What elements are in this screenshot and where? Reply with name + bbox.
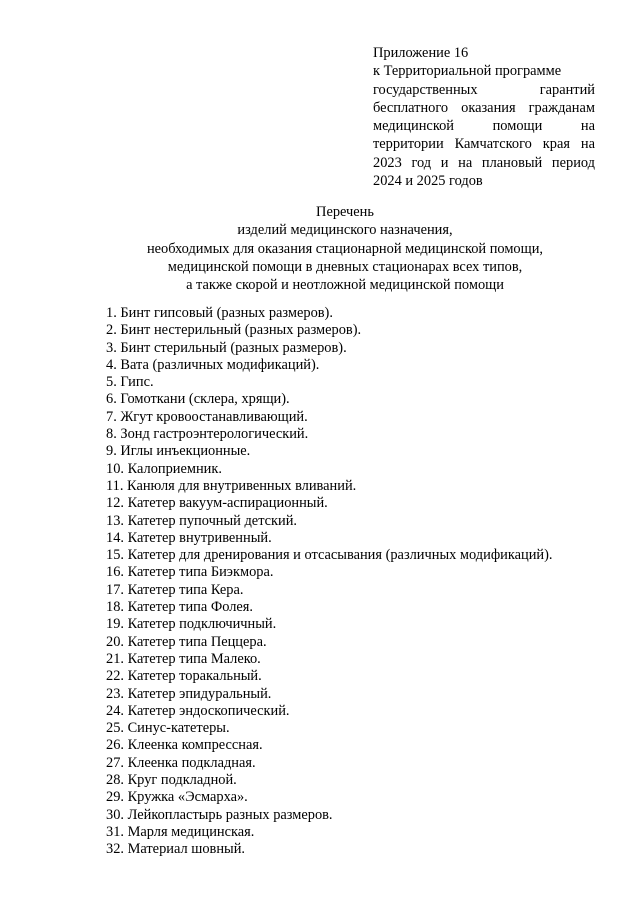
list-item: 11. Канюля для внутривенных вливаний. <box>106 477 357 494</box>
list-item: 4. Вата (различных модификаций). <box>106 356 320 373</box>
list-item: 30. Лейкопластырь разных размеров. <box>106 806 333 823</box>
title-line: необходимых для оказания стационарной медицинской помощи, <box>146 240 544 257</box>
list-item: 21. Катетер типа Малеко. <box>106 650 261 667</box>
list-item: 8. Зонд гастроэнтерологический. <box>106 426 309 443</box>
appendix-line: Приложение 16 <box>373 45 469 61</box>
appendix-header <box>373 44 595 190</box>
list-item: 28. Круг подкладной. <box>106 772 237 789</box>
list-item: 17. Катетер типа Кера. <box>106 581 244 598</box>
list-item: 6. Гомоткани (склера, хрящи). <box>106 391 290 408</box>
list-item: 16. Катетер типа Биэкмора. <box>106 564 274 581</box>
appendix-line: государственных гарантий <box>373 81 595 98</box>
list-item: 26. Клеенка компрессная. <box>106 737 263 754</box>
list-item: 5. Гипс. <box>106 374 154 391</box>
list-item: 13. Катетер пупочный детский. <box>106 512 298 529</box>
list-item: 19. Катетер подключичный. <box>106 616 277 633</box>
appendix-line: медицинской помощи на <box>373 118 595 135</box>
appendix-line: территории Камчатского края на <box>373 136 595 153</box>
list-item: 7. Жгут кровоостанавливающий. <box>106 408 308 425</box>
list-item: 15. Катетер для дренирования и отсасывания (различных модификаций). <box>106 547 553 564</box>
list-item: 32. Материал шовный. <box>106 841 246 858</box>
appendix-line: бесплатного оказания гражданам <box>373 99 595 116</box>
medical-items-list <box>106 305 606 859</box>
list-item: 12. Катетер вакуум-аспирационный. <box>106 495 328 512</box>
list-item: 23. Катетер эпидуральный. <box>106 685 272 702</box>
list-item: 24. Катетер эндоскопический. <box>106 702 290 719</box>
title-line: изделий медицинского назначения, <box>237 222 453 239</box>
title-line: а также скорой и неотложной медицинской помощи <box>186 277 504 294</box>
list-item: 1. Бинт гипсовый (разных размеров). <box>106 305 333 321</box>
document-title <box>80 203 610 294</box>
title-line: медицинской помощи в дневных стационарах всех типов, <box>167 258 523 275</box>
list-item: 14. Катетер внутривенный. <box>106 529 272 546</box>
appendix-line: 2024 и 2025 годов <box>373 173 483 190</box>
list-item: 18. Катетер типа Фолея. <box>106 599 253 616</box>
list-item: 10. Калоприемник. <box>106 460 222 477</box>
list-item: 27. Клеенка подкладная. <box>106 754 256 771</box>
list-item: 31. Марля медицинская. <box>106 823 255 840</box>
list-item: 22. Катетер торакальный. <box>106 668 262 685</box>
appendix-line: к Территориальной программе <box>373 63 562 80</box>
list-item: 3. Бинт стерильный (разных размеров). <box>106 339 347 356</box>
title-line: Перечень <box>316 204 374 220</box>
list-item: 20. Катетер типа Пеццера. <box>106 633 267 650</box>
list-item: 25. Синус-катетеры. <box>106 720 230 737</box>
appendix-line: 2023 год и на плановый период <box>373 154 595 171</box>
list-item: 9. Иглы инъекционные. <box>106 443 251 460</box>
list-item: 29. Кружка «Эсмарха». <box>106 789 248 806</box>
list-item: 2. Бинт нестерильный (разных размеров). <box>106 322 362 339</box>
